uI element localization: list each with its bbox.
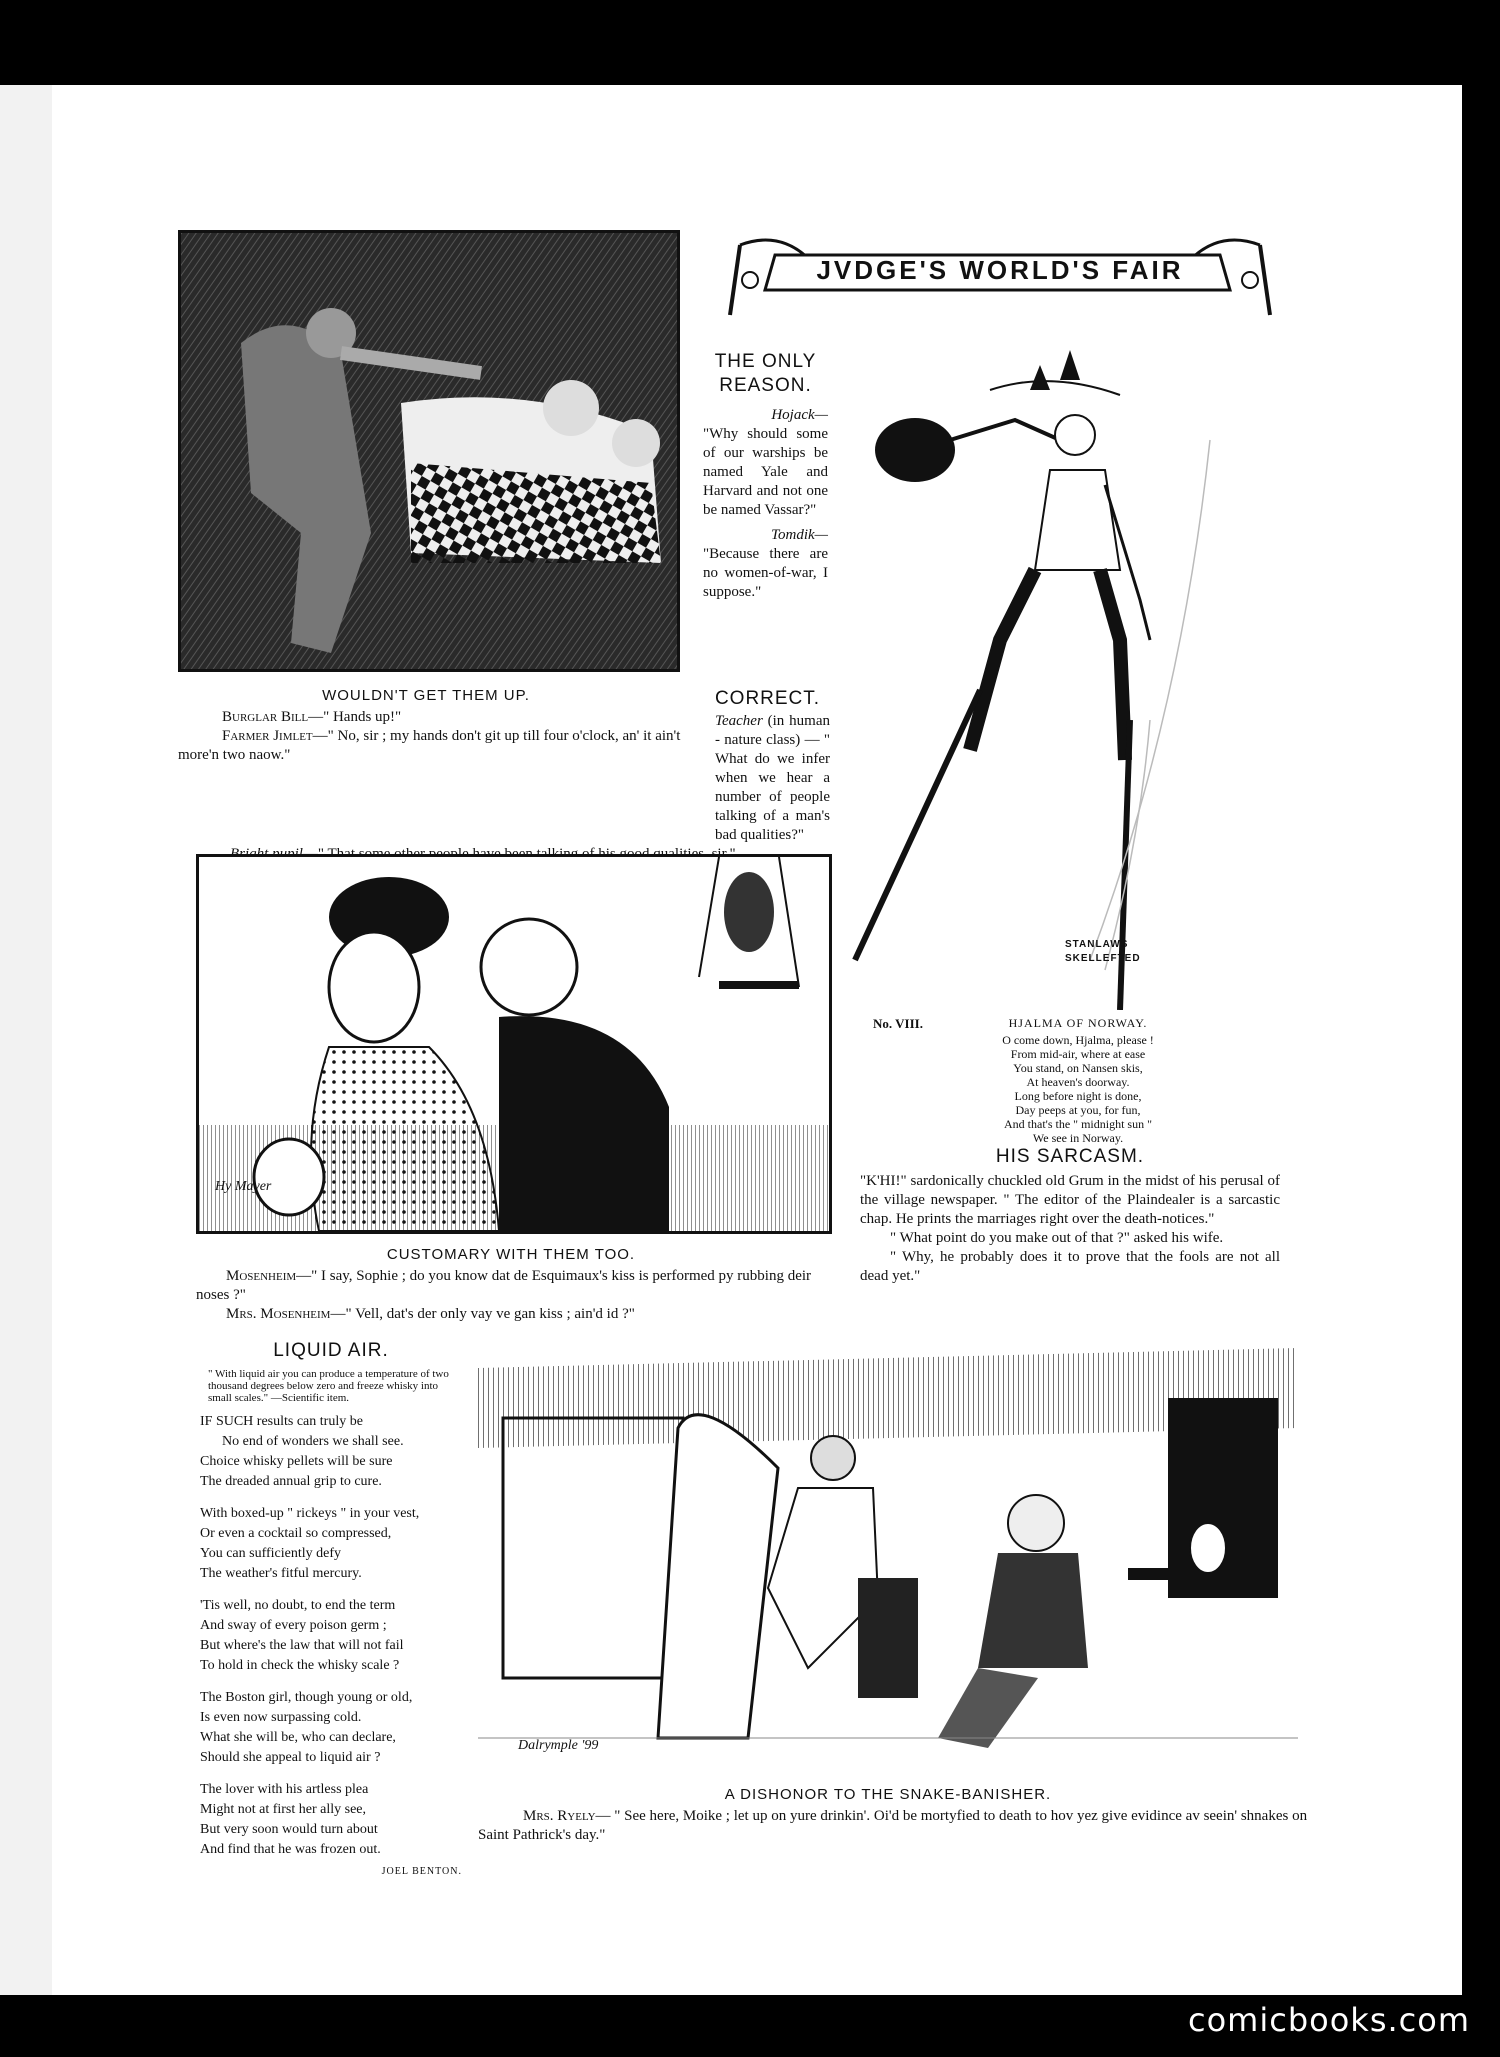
- kiss-illustration: [199, 857, 829, 1231]
- farmer-line: —" No, sir ; my hands don't git up till four o'clock, an' it ain't more'n two naow.": [178, 728, 681, 763]
- norway-line: Long before night is done,: [1014, 1089, 1142, 1103]
- norway-line: O come down, Hjalma, please !: [1002, 1033, 1154, 1047]
- kitchen-illustration: [478, 1338, 1298, 1780]
- burglar-caption-title: WOULDN'T GET THEM UP.: [322, 687, 530, 704]
- poem-line: Choice whisky pellets will be sure: [200, 1454, 393, 1469]
- stanza-3: [200, 1596, 462, 1676]
- stanza-4: [200, 1688, 462, 1768]
- site-watermark: comicbooks.com: [1187, 2001, 1470, 2039]
- correct-title: CORRECT.: [714, 688, 821, 709]
- poem-line: The dreaded annual grip to cure.: [200, 1474, 382, 1489]
- only-reason-answer: "Because there are no women-of-war, I suppose.": [703, 546, 828, 600]
- poem-line: But where's the law that will not fail: [200, 1638, 404, 1653]
- stanza-5: [200, 1780, 462, 1860]
- kiss-cartoon: [196, 854, 832, 1234]
- mayer-signature: Hy Mayer: [215, 1179, 272, 1194]
- poem-line: But very soon would turn about: [200, 1822, 378, 1837]
- sarcasm-body: [860, 1172, 1280, 1286]
- norway-title: HJALMA OF NORWAY.: [1008, 1016, 1148, 1030]
- norway-lines: [968, 1033, 1188, 1145]
- speaker-mrs-mosenheim: Mrs. Mosenheim: [226, 1306, 331, 1322]
- poem-line: And find that he was frozen out.: [200, 1842, 381, 1857]
- speaker-mosenheim: Mosenheim: [226, 1268, 297, 1284]
- poem-line: What she will be, who can declare,: [200, 1730, 396, 1745]
- only-reason-title: THE ONLY REASON.: [714, 351, 817, 396]
- norway-line: We see in Norway.: [1032, 1131, 1124, 1145]
- speaker-farmer-jimlet: Farmer Jimlet: [222, 728, 313, 744]
- norway-line: At heaven's doorway.: [1026, 1075, 1130, 1089]
- speaker-burglar-bill: Burglar Bill: [222, 709, 309, 725]
- burglar-illustration: [181, 233, 677, 669]
- poem-line: IF SUCH results can truly be: [200, 1414, 363, 1429]
- norway-line: And that's the " midnight sun ": [1004, 1117, 1152, 1131]
- skier-drawing: [850, 320, 1280, 1010]
- liquid-air-epigraph: " With liquid air you can produce a temperature of two thousand degrees below zero and freeze whisky into small scales." —Scientific item.: [208, 1368, 449, 1404]
- sarcasm-title: HIS SARCASM.: [995, 1146, 1145, 1167]
- poem-line: The weather's fitful mercury.: [200, 1566, 362, 1581]
- poem-line: The lover with his artless plea: [200, 1782, 369, 1797]
- correct-speaker-teacher: Teacher: [715, 713, 763, 729]
- only-reason-column: [703, 350, 828, 602]
- norway-line: Day peeps at you, for fun,: [1015, 1103, 1141, 1117]
- sarcasm-p1: "K'HI!" sardonically chuckled old Grum in the midst of his perusal of the village newspaper. " The editor of the Plaindealer is a sarcastic chap. He prints the marriages right over the death-notices.": [860, 1173, 1280, 1227]
- norway-number: No. VIII.: [873, 1016, 923, 1031]
- poem-line: No end of wonders we shall see.: [222, 1434, 404, 1449]
- kiss-caption: [196, 1267, 836, 1324]
- dalrymple-signature: Dalrymple '99: [518, 1738, 599, 1753]
- sarcasm-p2: " What point do you make out of that ?" asked his wife.: [890, 1230, 1224, 1246]
- mosenheim-line: —" I say, Sophie ; do you know dat de Esquimaux's kiss is performed py rubbing deir noses ?": [196, 1268, 812, 1303]
- burglar-cartoon: [178, 230, 680, 672]
- norway-poem: [968, 1014, 1188, 1145]
- burglar-line: —" Hands up!": [308, 709, 402, 725]
- correct-p1: (in human - nature class) — " What do we infer when we hear a number of people talking of a man's bad qualities?": [715, 713, 830, 843]
- only-reason-question: "Why should some of our warships be named Yale and Harvard and not one be named Vassar?": [703, 426, 828, 518]
- snake-cartoon: [478, 1338, 1298, 1780]
- poem-line: And sway of every poison germ ;: [200, 1618, 387, 1633]
- speaker-mrs-ryely: Mrs. Ryely: [523, 1808, 596, 1824]
- norway-line: You stand, on Nansen skis,: [1013, 1061, 1143, 1075]
- poem-line: To hold in check the whisky scale ?: [200, 1658, 400, 1673]
- mrs-ryely-line: — " See here, Moike ; let up on yure drinkin'. Oi'd be mortyfied to death to hov yez give evidince av seein' shnakes on Saint Pathrick's day.": [478, 1808, 1308, 1843]
- poem-line: With boxed-up " rickeys " in your vest,: [200, 1506, 420, 1521]
- correct-p1-wrap: [190, 712, 830, 845]
- liquid-air-title: LIQUID AIR.: [273, 1340, 389, 1361]
- poem-line: Is even now surpassing cold.: [200, 1710, 362, 1725]
- sarcasm-p3: " Why, he probably does it to prove that the fools are not all dead yet.": [860, 1249, 1280, 1284]
- kiss-caption-title: CUSTOMARY WITH THEM TOO.: [386, 1246, 636, 1263]
- stanlaws-signature: STANLAWS SKELLEFTED: [1065, 939, 1141, 964]
- poem-line: You can sufficiently defy: [200, 1546, 342, 1561]
- only-reason-speaker1: Hojack—: [771, 407, 828, 423]
- liquid-air-poem: [200, 1340, 462, 1877]
- only-reason-speaker2: Tomdik—: [771, 527, 828, 543]
- mrs-mosenheim-line: —" Vell, dat's der only vay ve gan kiss ; ain'd id ?": [330, 1306, 635, 1322]
- binding-spine: [0, 85, 55, 1995]
- snake-caption-title: A DISHONOR TO THE SNAKE-BANISHER.: [724, 1786, 1052, 1803]
- norway-line: From mid-air, where at ease: [1010, 1047, 1146, 1061]
- snake-caption: [478, 1807, 1308, 1845]
- norway-illustration: [850, 320, 1280, 1010]
- correct-text: [190, 712, 830, 864]
- header-banner: [720, 225, 1280, 320]
- page-title: JVDGE'S WORLD'S FAIR: [816, 255, 1184, 285]
- poem-line: 'Tis well, no doubt, to end the term: [200, 1598, 396, 1613]
- stanza-2: [200, 1504, 462, 1584]
- poem-line: The Boston girl, though young or old,: [200, 1690, 413, 1705]
- poem-line: Should she appeal to liquid air ?: [200, 1750, 381, 1765]
- poem-line: Or even a cocktail so compressed,: [200, 1526, 392, 1541]
- stanza-1: [200, 1412, 462, 1492]
- poem-author: JOEL BENTON.: [381, 1866, 462, 1877]
- poem-line: Might not at first her ally see,: [200, 1802, 367, 1817]
